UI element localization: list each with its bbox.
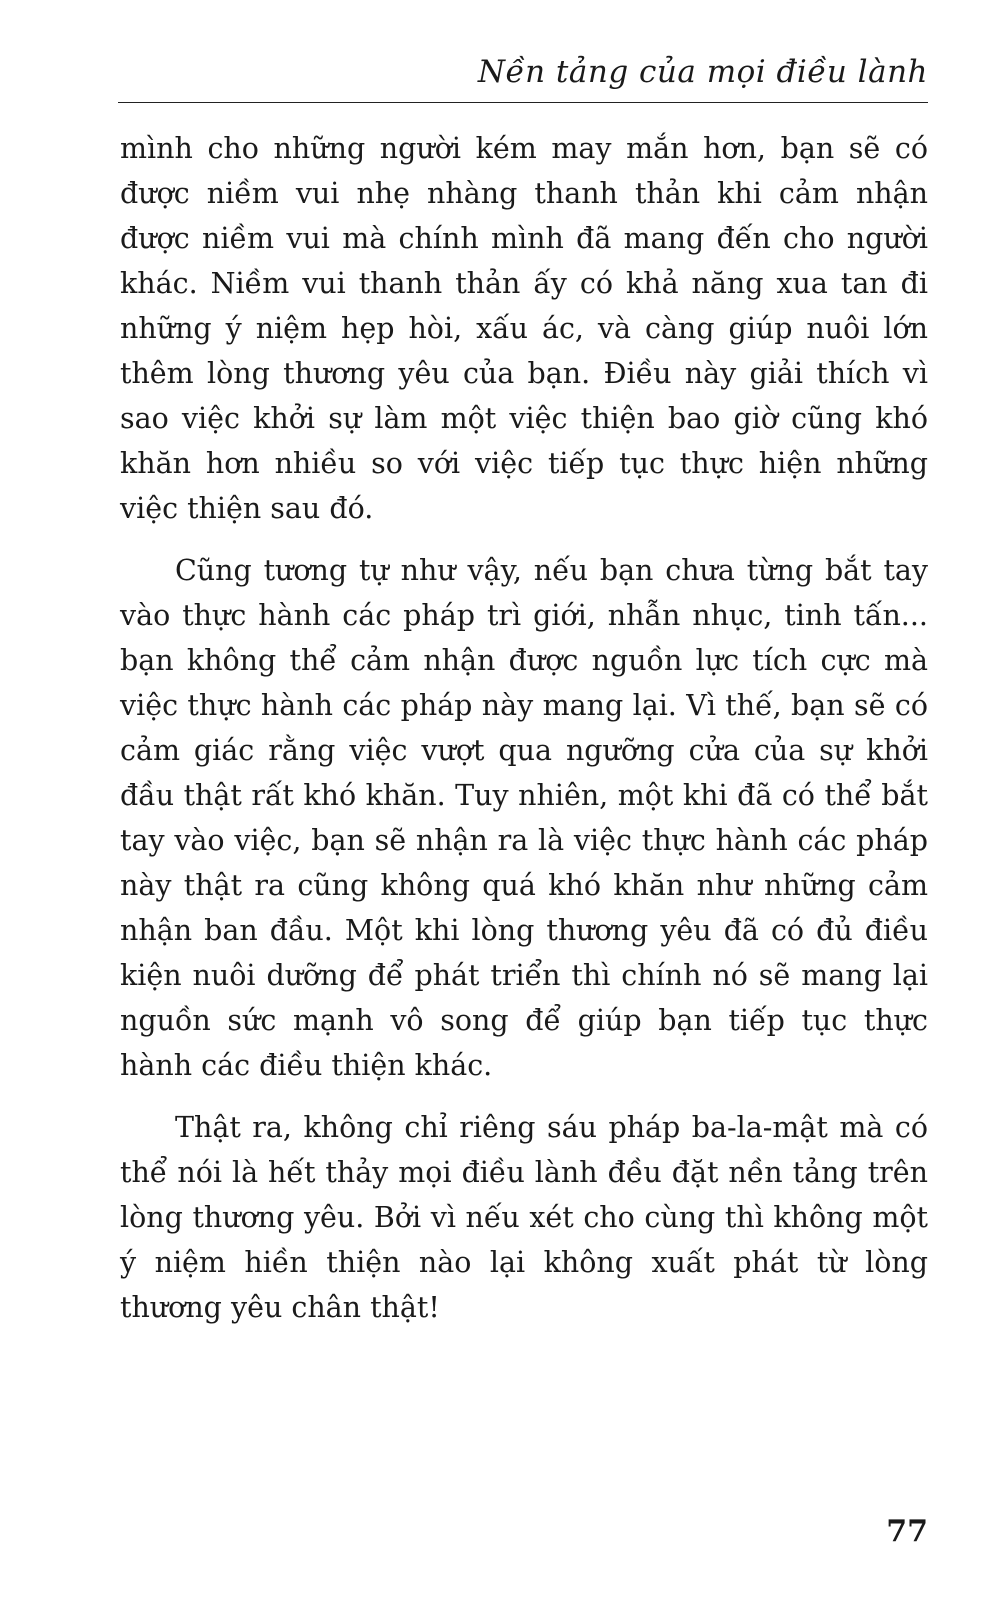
running-header-title: Nền tảng của mọi điều lành xyxy=(477,54,928,90)
header-rule xyxy=(118,102,928,103)
paragraph-3: Thật ra, không chỉ riêng sáu pháp ba-la-mật mà có thể nói là hết thảy mọi điều lành đều đặt nền tảng trên lòng thương yêu. Bởi vì nếu xét cho cùng thì không một ý niệm hiền thiện nào lại không xuất phát từ lòng thương yêu chân thật! xyxy=(120,1111,928,1324)
body-text xyxy=(120,126,928,1330)
paragraph-1: mình cho những người kém may mắn hơn, bạn sẽ có được niềm vui nhẹ nhàng thanh thản khi cảm nhận được niềm vui mà chính mình đã mang đến cho người khác. Niềm vui thanh thản ấy có khả năng xua tan đi những ý niệm hẹp hòi, xấu ác, và càng giúp nuôi lớn thêm lòng thương yêu của bạn. Điều này giải thích vì sao việc khởi sự làm một việc thiện bao giờ cũng khó khăn hơn nhiều so với việc tiếp tục thực hiện những việc thiện sau đó. xyxy=(120,132,928,525)
paragraph-2: Cũng tương tự như vậy, nếu bạn chưa từng bắt tay vào thực hành các pháp trì giới, nhẫn nhục, tinh tấn... bạn không thể cảm nhận được nguồn lực tích cực mà việc thực hành các pháp này mang lại. Vì thế, bạn sẽ có cảm giác rằng việc vượt qua ngưỡng cửa của sự khởi đầu thật rất khó khăn. Tuy nhiên, một khi đã có thể bắt tay vào việc, bạn sẽ nhận ra là việc thực hành các pháp này thật ra cũng không quá khó khăn như những cảm nhận ban đầu. Một khi lòng thương yêu đã có đủ điều kiện nuôi dưỡng để phát triển thì chính nó sẽ mang lại nguồn sức mạnh vô song để giúp bạn tiếp tục thực hành các điều thiện khác. xyxy=(120,554,928,1082)
page-number: 77 xyxy=(886,1514,928,1549)
